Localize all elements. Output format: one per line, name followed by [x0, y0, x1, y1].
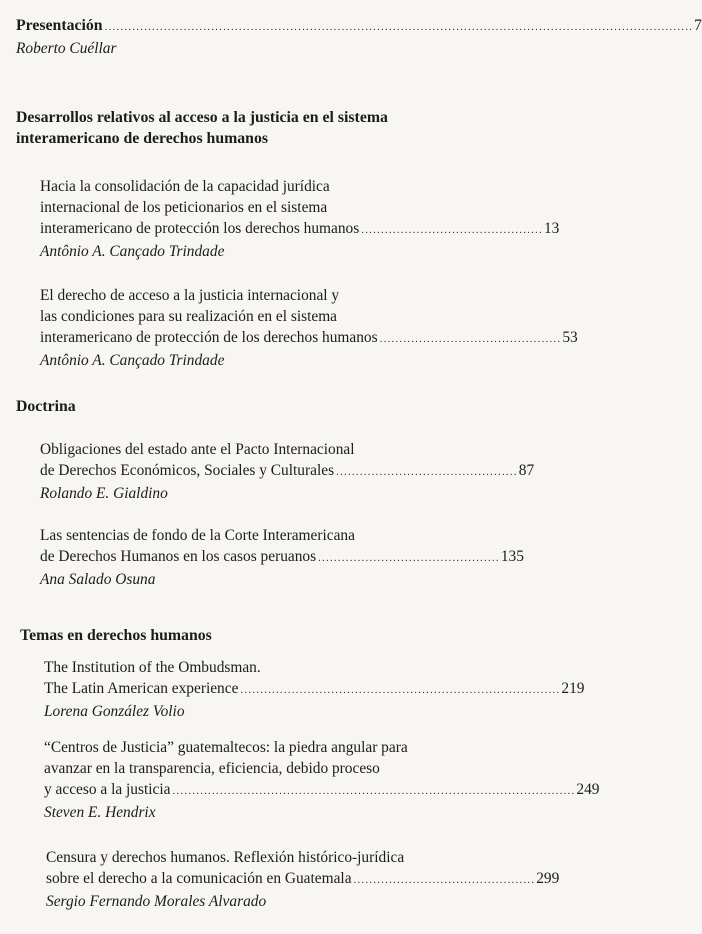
toc-entry-title-line: El derecho de acceso a la justicia internacional y	[40, 287, 340, 304]
toc-entry-title-line: The Institution of the Ombudsman.	[44, 659, 261, 676]
toc-entry-presentacion	[16, 15, 702, 59]
section-heading-line: interamericano de derechos humanos	[16, 130, 269, 147]
toc-entry-author: Sergio Fernando Morales Alvarado	[46, 893, 267, 910]
toc-entry	[44, 737, 600, 823]
toc-entry-title-line: “Centros de Justicia” guatemaltecos: la piedra angular para	[44, 739, 408, 756]
toc-entry-author: Lorena González Volio	[44, 703, 185, 720]
toc-entry	[40, 439, 535, 504]
toc-entry	[40, 285, 578, 371]
toc-entry-title-row	[44, 678, 585, 701]
toc-entry-title-row	[40, 546, 524, 569]
toc-entry-title-line: avanzar en la transparencia, eficiencia, debido proceso	[44, 760, 380, 777]
dot-leader: .................................................................................	[240, 684, 561, 696]
toc-entry-title-row	[46, 868, 560, 891]
toc-entry-author: Antônio A. Cançado Trindade	[40, 352, 225, 369]
section-heading-line: Doctrina	[16, 398, 76, 415]
toc-entry-title-row	[40, 460, 535, 483]
toc-entry-title-line: interamericano de protección de los derechos humanos	[40, 329, 378, 346]
toc-entry-title-line: y acceso a la justicia	[44, 781, 171, 798]
dot-leader: ......................................................................................................	[172, 785, 576, 797]
toc-entry-title: Presentación	[16, 17, 103, 34]
toc-entry-title-line: Hacia la consolidación de la capacidad jurídica	[40, 178, 330, 195]
toc-entry-title-line: Censura y derechos humanos. Reflexión histórico-jurídica	[46, 849, 405, 866]
toc-entry-title-line: The Latin American experience	[44, 680, 239, 697]
section-heading-temas	[20, 625, 212, 646]
dot-leader: ..............................................	[361, 224, 543, 236]
toc-page-number: 219	[561, 680, 585, 697]
toc-entry-author: Steven E. Hendrix	[44, 804, 156, 821]
toc-entry-author: Antônio A. Cançado Trindade	[40, 243, 225, 260]
toc-entry-title-line: de Derechos Económicos, Sociales y Culturales	[40, 462, 335, 479]
toc-entry-title-line: de Derechos Humanos en los casos peruanos	[40, 548, 317, 565]
section-heading-desarrollos	[16, 107, 388, 149]
toc-entry	[40, 176, 560, 262]
toc-page-number: 135	[500, 548, 524, 565]
toc-entry-title-line: Las sentencias de fondo de la Corte Interamericana	[40, 527, 355, 544]
toc-page-number: 13	[543, 220, 560, 237]
dot-leader: ..............................................	[318, 552, 500, 564]
toc-page-number: 53	[562, 329, 578, 346]
toc-entry-title-line: interamericano de protección los derechos humanos	[40, 220, 360, 237]
toc-entry	[44, 657, 585, 722]
toc-entry-title-row	[40, 218, 560, 241]
toc-entry-title-line: internacional de los peticionarios en el sistema	[40, 199, 328, 216]
toc-entry-title-line: Obligaciones del estado ante el Pacto Internacional	[40, 441, 355, 458]
toc-page-number: 299	[536, 870, 560, 887]
toc-entry-title-row	[40, 327, 578, 350]
dot-leader: .....................................................................................................................................................	[104, 21, 694, 33]
toc-entry	[46, 847, 560, 912]
section-heading-line: Desarrollos relativos al acceso a la justicia en el sistema	[16, 109, 388, 126]
toc-page-number: 7	[694, 17, 702, 34]
dot-leader: ..............................................	[379, 333, 562, 345]
toc-entry	[40, 525, 524, 590]
toc-entry-author: Ana Salado Osuna	[40, 571, 156, 588]
toc-entry-author: Rolando E. Gialdino	[40, 485, 168, 502]
dot-leader: ..............................................	[336, 466, 518, 478]
toc-page-number: 87	[518, 462, 535, 479]
section-heading-doctrina	[16, 396, 76, 417]
toc-entry-title-line: sobre el derecho a la comunicación en Guatemala	[46, 870, 352, 887]
toc-entry-title-row	[44, 779, 600, 802]
toc-entry-title-line: las condiciones para su realización en el sistema	[40, 308, 338, 325]
toc-entry-author: Roberto Cuéllar	[16, 40, 117, 57]
toc-page-number: 249	[576, 781, 600, 798]
toc-entry-title-row	[16, 15, 702, 38]
section-heading-line: Temas en derechos humanos	[20, 627, 212, 644]
dot-leader: ..............................................	[353, 874, 536, 886]
